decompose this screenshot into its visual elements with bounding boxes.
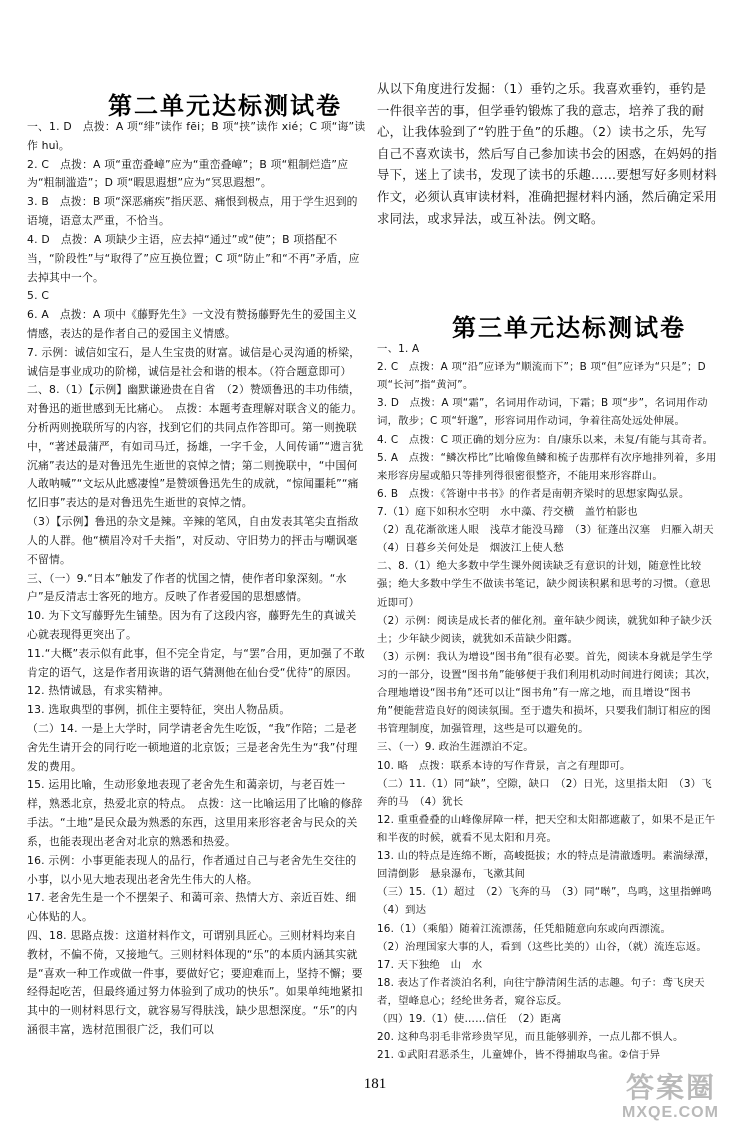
watermark-url: MXQE.COM [622,1104,719,1121]
watermark-logo [618,1066,736,1130]
watermark-mark: 答案圈 [626,1072,717,1103]
page-number: 181 [363,1076,387,1092]
right-answer-text-bottom: 一、1. A 2. C 点拨：A 项“沿”应译为“顺流而下”；B 项“但”应译为“只是”；D 项“长河”指“黄河”。 3. D 点拨：A 项“霜”，名词用作动词，下霜；B 项“步”，名词用作动词，散步；C 项“轩邈”，形容词用作动词，争着往高处远处伸展。 4. C 点拨：C 项正确的划分应为：自/康乐以来，未复/有能与其奇者。 5. A 点拨：“鳞次栉比”比喻像鱼鳞和梳子齿那样有次序地排列着，多用来形容房屋或船只等排列得很密很整齐，不能用来形容群山。 6. B 点拨：《答谢中书书》的作者是南朝齐梁时的思想家陶弘景。 7.（1）庭下如积水空明 水中藻、荇交横 盖竹柏影也 （2）乱花渐欲迷人眼 浅草才能没马蹄 （3）征蓬出汉塞 归雁入胡天 （4）日暮乡关何处是 烟波江上使人愁 二、8.（1）绝大多数中学生课外阅读缺乏有意识的计划，随意性比较强；绝大多数中学生不做读书笔记，缺少阅读积累和思考的习惯。（意思近即可） （2）示例：阅读是成长者的催化剂。童年缺少阅读，就犹如种子缺少沃土；少年缺少阅读，就犹如禾苗缺少阳露。 （3）示例：我认为增设“图书角”很有必要。首先，阅读本身就是学生学习的一部分，设置“图书角”能够便于我们利用机动时间进行阅读；其次，合理地增设“图书角”还可以让“图书角”有一席之地，而且增设“图书角”便能营造良好的阅读氛围。至于遗失和损坏，只要我们制订相应的图书管理制度，加强管理，这些是可以避免的。 三、（一）9. 政治生涯漂泊不定。 10. 略 点拨：联系本诗的写作背景，言之有理即可。 （二）11.（1）同“缺”，空隙，缺口 （2）日光，这里指太阳 （3）飞奔的马 （4）犹长 12. 重重叠叠的山峰像屏障一样，把天空和太阳都遮蔽了，如果不是正午和半夜的时候，就看不见太阳和月亮。 13. 山的特点是连绵不断，高峻挺拔；水的特点是清澈透明。素湍绿潭，回清倒影 悬泉瀑布，飞漱其间 （三）15.（1）超过 （2）飞奔的马 （3）同“啭”，鸟鸣，这里指蝉鸣 （4）到达 16.（1）（乘船）随着江流漂荡，任凭船随意向东或向西漂流。 （2）治理国家大事的人，看到（这些比美的）山谷，（就）流连忘返。 17. 天下独绝 山 水 18. 表达了作者淡泊名利，向往宁静清闲生活的志趣。句子：鸢飞戾天者，望峰息心；经纶世务者，窥谷忘反。 （四）19.（1）使……信任 （2）距离 20. 这种鸟羽毛非常珍贵罕见，而且能够驯养，一点儿都不惧人。 21. ①武阳君恶杀生，儿童婢仆，皆不得捕取鸟雀。②信于异 [377,343,717,1062]
right-answer-text-top: 从以下角度进行发掘：（1）垂钓之乐。我喜欢垂钓，垂钓是一件很辛苦的事，但学垂钓锻炼了我的意志，培养了我的耐心，让我体验到了“钓胜于鱼”的乐趣。（2）读书之乐，先写自己不喜欢读书，然后写自己参加读书会的困惑，在妈妈的指导下，迷上了读书，发现了读书的乐趣……要想写好多则材料作文，必须认真审读材料，准确把握材料内涵，然后确定采用求同法，或求异法，或互补法。例文略。 [377,81,717,226]
left-section-title: 第二单元达标测试卷 [108,91,342,120]
left-answer-text: 一、1. D 点拨：A 项“绯”读作 fēi；B 项“挟”读作 xié；C 项“诲”读作 huì。 2. C 点拨：A 项“重峦叠嶂”应为“重峦叠嶂”；B 项“粗制烂造”应为“粗制滥造”；D 项“暇思遐想”应为“冥思遐想”。 3. B 点拨：B 项“深恶痛疾”指厌恶、痛恨到极点，用于学生迟到的语境，语意太严重，不恰当。 4. D 点拨：A 项缺少主语，应去掉“通过”或“使”；B 项搭配不当，“阶段性”与“取得了”应互换位置；C 项“防止”和“不再”矛盾，应去掉其中一个。 5. C 6. A 点拨：A 项中《藤野先生》一文没有赞扬藤野先生的爱国主义情感，表达的是作者自己的爱国主义情感。 7. 示例：诚信如宝石，是人生宝贵的财富。诚信是心灵沟通的桥梁，诚信是事业成功的阶梯，诚信是社会和谐的根本。（符合题意即可） 二、8.（1）【示例】幽默谦逊贵在自省 （2）赞颂鲁迅的丰功伟绩，对鲁迅的逝世感到无比痛心。 点拨：本题考查理解对联含义的能力。分析两则挽联所写的内容，找到它们的共同点作答即可。第一则挽联中，“著述最蒲严，有如司马迁，扬雄，一字千金，人间传诵”“遗言犹沉痛”表达的是对鲁迅先生逝世的哀悼之情；第二则挽联中，“中国何人敢呐喊”“文坛从此感凄惶”是赞颂鲁迅先生的成就，“惊闻噩耗”“痛忆旧事”表达的是对鲁迅先生逝世的哀悼之情。 （3）【示例】鲁迅的杂文是辣。辛辣的笔风，自由发表其笔尖直指敌人的人群。他“横眉冷对千夫指”，对反动、守旧势力的抨击与嘲讽毫不留情。 三、（一）9.“日本”触发了作者的忧国之情，使作者印象深刻。“水户”是反清志士客死的地方。反映了作者爱国的思想感情。 10. 为下文写藤野先生铺垫。因为有了这段内容，藤野先生的真诚关心就表现得更突出了。 11.“大概”表示似有此事，但不完全肯定，与“罢”合用，更加强了不敢肯定的语气，这是作者用诙谐的语气猜测他在仙台受“优待”的原因。 12. 热情诚恳，有求实精神。 13. 选取典型的事例，抓住主要特征，突出人物品质。 （二）14. 一是上大学时，同学请老舍先生吃饭，“我”作陪；二是老舍先生请开会的同行吃一顿地道的北京饭；三是老舍先生为“我”付理发的费用。 15. 运用比喻，生动形象地表现了老舍先生和蔼亲切，与老百姓一样，熟悉北京，热爱北京的特点。 点拨：这一比喻运用了比喻的修辞手法。“土地”是民众最为熟悉的东西，这里用来形容老舍与民众的关系，也能表现出老舍对北京的熟悉和热爱。 16. 示例：小事更能表现人的品行，作者通过自己与老舍先生交往的小事，以小见大地表现出老舍先生伟大的人格。 17. 老舍先生是一个不摆架子、和蔼可亲、热情大方、亲近百姓、细心体贴的人。 四、18. 思路点拨：这道材料作文，可谓别具匠心。三则材料均来自教材，不偏不倚，又接地气。三则材料体现的“乐”的本质内涵其实就是“喜欢一种工作或做一件事，要做好它；要迎难而上，坚持不懈；要经得起吃苦，但最终通过努力体验到了成功的快乐”。如果单纯地紧扣其中的一则材料思行文，就容易写得肤浅，缺少思想深度。“乐”的内涵很丰富，选材范围很广泛，我们可以 [27,120,366,1036]
right-section-title: 第三单元达标测试卷 [452,313,686,342]
